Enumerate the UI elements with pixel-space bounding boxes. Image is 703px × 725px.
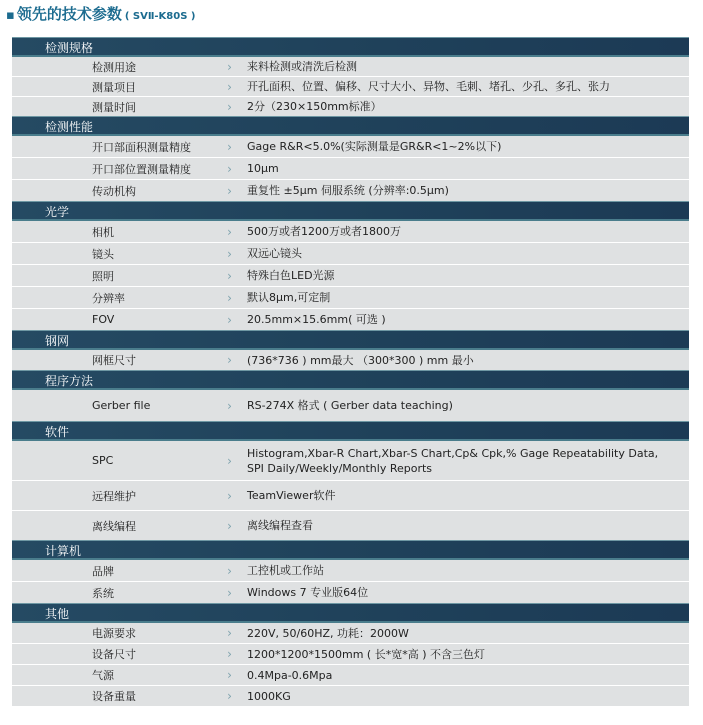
spec-value: 重复性 ±5μm 伺服系统 (分辨率:0.5μm) bbox=[247, 184, 449, 197]
chevron-right-icon: › bbox=[227, 689, 232, 703]
spec-value: 特殊白色LED光源 bbox=[247, 269, 335, 282]
page-title bbox=[6, 3, 195, 21]
spec-value: 20.5mm×15.6mm( 可选 ) bbox=[247, 313, 386, 326]
spec-label: 设备尺寸 bbox=[92, 648, 136, 661]
chevron-right-icon: › bbox=[227, 183, 232, 198]
spec-value: 双远心镜头 bbox=[247, 247, 302, 260]
chevron-right-icon: › bbox=[227, 563, 232, 578]
section-header: 光学 bbox=[12, 201, 689, 221]
chevron-right-icon: › bbox=[227, 312, 232, 327]
spec-label: 测量时间 bbox=[92, 100, 136, 114]
spec-label: 系统 bbox=[92, 586, 114, 600]
spec-value: 1000KG bbox=[247, 689, 291, 703]
spec-label: 品牌 bbox=[92, 564, 114, 578]
section-header: 钢网 bbox=[12, 330, 689, 350]
spec-value: 0.4Mpa-0.6Mpa bbox=[247, 668, 333, 682]
section-header: 计算机 bbox=[12, 540, 689, 560]
section-header: 程序方法 bbox=[12, 370, 689, 390]
spec-row bbox=[12, 511, 689, 541]
spec-label: 网框尺寸 bbox=[92, 354, 136, 367]
spec-label: 电源要求 bbox=[92, 627, 136, 640]
spec-row bbox=[12, 265, 689, 287]
spec-row bbox=[12, 390, 689, 422]
chevron-right-icon: › bbox=[227, 59, 232, 74]
chevron-right-icon: › bbox=[227, 99, 232, 114]
spec-label: 测量项目 bbox=[92, 80, 136, 94]
spec-label: 检测用途 bbox=[92, 60, 136, 74]
chevron-right-icon: › bbox=[227, 398, 232, 413]
chevron-right-icon: › bbox=[227, 488, 232, 503]
spec-row bbox=[12, 97, 689, 117]
spec-value: 220V, 50/60HZ, 功耗：2000W bbox=[247, 626, 409, 640]
spec-value: TeamViewer软件 bbox=[247, 489, 336, 502]
spec-row bbox=[12, 180, 689, 202]
spec-row bbox=[12, 57, 689, 77]
chevron-right-icon: › bbox=[227, 161, 232, 176]
spec-value: RS-274X 格式 ( Gerber data teaching) bbox=[247, 399, 453, 412]
spec-label: 传动机构 bbox=[92, 184, 136, 198]
spec-row bbox=[12, 686, 689, 707]
spec-row bbox=[12, 136, 689, 158]
spec-row bbox=[12, 158, 689, 180]
chevron-right-icon: › bbox=[227, 139, 232, 154]
spec-table bbox=[12, 38, 689, 707]
spec-label: 相机 bbox=[92, 225, 114, 239]
chevron-right-icon: › bbox=[227, 585, 232, 600]
spec-label: 离线编程 bbox=[92, 519, 136, 533]
section-header: 检测性能 bbox=[12, 116, 689, 136]
spec-label: 气源 bbox=[92, 669, 114, 682]
spec-row bbox=[12, 582, 689, 604]
spec-value: Gage R&R<5.0%(实际测量是GR&R<1~2%以下) bbox=[247, 140, 502, 153]
chevron-right-icon: › bbox=[227, 453, 232, 468]
spec-row bbox=[12, 644, 689, 665]
chevron-right-icon: › bbox=[227, 353, 232, 367]
spec-label: 分辨率 bbox=[92, 291, 125, 305]
spec-row bbox=[12, 221, 689, 243]
spec-value: 500万或者1200万或者1800万 bbox=[247, 225, 401, 238]
chevron-right-icon: › bbox=[227, 668, 232, 682]
spec-label: 照明 bbox=[92, 269, 114, 283]
spec-value: (736*736 ) mm最大 （300*300 ) mm 最小 bbox=[247, 353, 474, 367]
spec-value: Windows 7 专业版64位 bbox=[247, 586, 369, 599]
section-header: 其他 bbox=[12, 603, 689, 623]
spec-value: Histogram,Xbar-R Chart,Xbar-S Chart,Cp& Cpk,% Gage Repeatability Data, SPI Daily/Weekly/Monthly Reports bbox=[247, 446, 659, 475]
spec-value: 1200*1200*1500mm ( 长*宽*高 ) 不含三色灯 bbox=[247, 647, 485, 661]
spec-label: FOV bbox=[92, 313, 115, 326]
title-text: 领先的技术参数 bbox=[16, 5, 122, 23]
spec-row bbox=[12, 77, 689, 97]
spec-value: 2分（230×150mm标准） bbox=[247, 100, 382, 113]
chevron-right-icon: › bbox=[227, 518, 232, 533]
spec-row bbox=[12, 665, 689, 686]
section-header: 检测规格 bbox=[12, 37, 689, 57]
spec-value: 10μm bbox=[247, 162, 279, 175]
spec-row bbox=[12, 287, 689, 309]
spec-label: 远程维护 bbox=[92, 489, 136, 503]
chevron-right-icon: › bbox=[227, 79, 232, 94]
spec-row bbox=[12, 623, 689, 644]
chevron-right-icon: › bbox=[227, 290, 232, 305]
spec-row bbox=[12, 560, 689, 582]
spec-value: 来料检测或清洗后检测 bbox=[247, 60, 357, 73]
spec-label: 开口部面积测量精度 bbox=[92, 140, 191, 154]
spec-row bbox=[12, 481, 689, 511]
spec-value: 开孔面积、位置、偏移、尺寸大小、异物、毛刺、堵孔、少孔、多孔、张力 bbox=[247, 80, 610, 93]
chevron-right-icon: › bbox=[227, 647, 232, 661]
chevron-right-icon: › bbox=[227, 268, 232, 283]
spec-value: 离线编程查看 bbox=[247, 519, 313, 532]
spec-label: SPC bbox=[92, 454, 114, 467]
spec-label: 开口部位置测量精度 bbox=[92, 162, 191, 176]
spec-row bbox=[12, 243, 689, 265]
section-header: 软件 bbox=[12, 421, 689, 441]
spec-label: Gerber file bbox=[92, 399, 151, 412]
spec-row bbox=[12, 350, 689, 371]
spec-label: 设备重量 bbox=[92, 690, 136, 703]
spec-value: 工控机或工作站 bbox=[247, 564, 324, 577]
chevron-right-icon: › bbox=[227, 224, 232, 239]
spec-row bbox=[12, 441, 689, 481]
spec-label: 镜头 bbox=[92, 247, 114, 261]
spec-row bbox=[12, 309, 689, 331]
chevron-right-icon: › bbox=[227, 626, 232, 640]
chevron-right-icon: › bbox=[227, 246, 232, 261]
spec-value: 默认8μm,可定制 bbox=[247, 291, 331, 304]
title-bullet: ▪ bbox=[6, 8, 15, 23]
model-name: ( SVⅡ-K80S ) bbox=[124, 11, 196, 22]
